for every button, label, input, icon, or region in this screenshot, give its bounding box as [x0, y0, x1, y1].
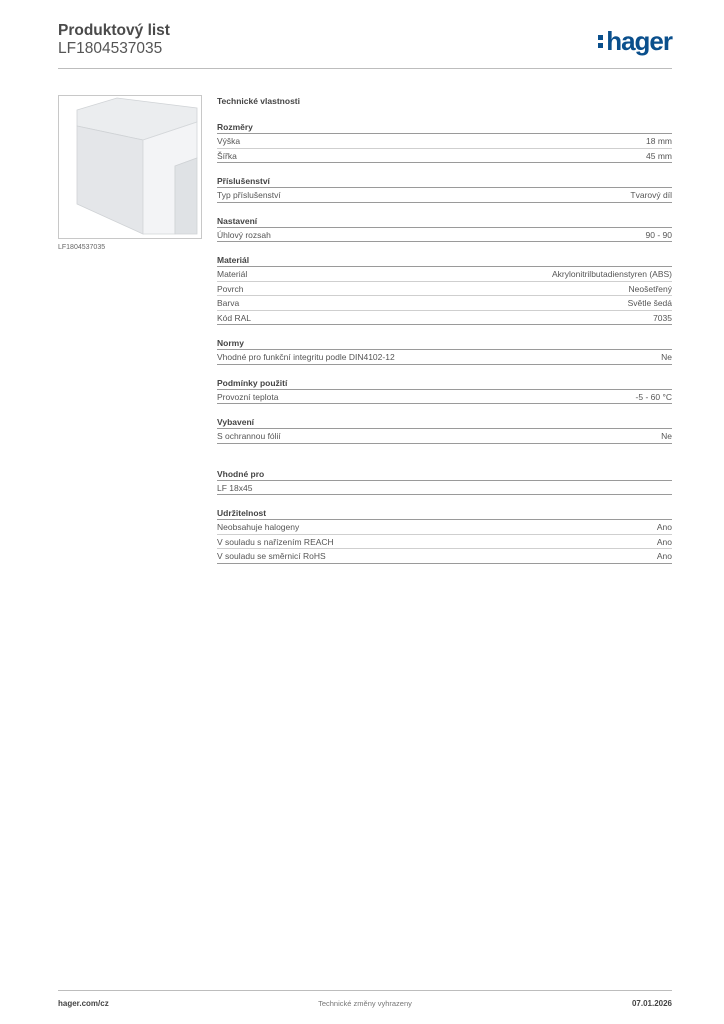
product-image — [58, 95, 202, 239]
spec-group-suitable-for — [217, 468, 672, 496]
spec-label: Typ příslušenství — [217, 190, 281, 200]
group-title: Vhodné pro — [217, 468, 672, 481]
corner-piece-icon — [59, 96, 201, 238]
spec-label: V souladu se směrnicí RoHS — [217, 551, 326, 561]
group-title: Materiál — [217, 254, 672, 267]
footer-note: Technické změny vyhrazeny — [318, 999, 412, 1008]
spec-label: Materiál — [217, 269, 248, 279]
spec-value: Světle šedá — [627, 298, 672, 308]
spec-value: Tvarový díl — [630, 190, 672, 200]
spec-row — [217, 228, 672, 243]
spec-value: 7035 — [653, 312, 672, 323]
spec-row — [217, 296, 672, 311]
group-title: Podmínky použití — [217, 377, 672, 390]
spec-group-dimensions — [217, 121, 672, 163]
spec-row — [217, 350, 672, 365]
spec-label: V souladu s nařízením REACH — [217, 536, 334, 547]
spec-value: 18 mm — [646, 136, 672, 146]
spec-group-conditions — [217, 377, 672, 405]
logo-text: hager — [606, 26, 672, 56]
spec-row — [217, 282, 672, 297]
logo-dots-icon — [598, 33, 603, 49]
spec-value: Ano — [656, 536, 672, 547]
spec-row — [217, 549, 672, 564]
spec-row — [217, 481, 672, 496]
spec-group-accessories — [217, 175, 672, 203]
spec-label: Barva — [217, 298, 240, 308]
spec-row — [217, 311, 672, 326]
spec-group-standards — [217, 337, 672, 365]
spec-label: Neobsahuje halogeny — [217, 522, 300, 532]
spec-group-settings — [217, 215, 672, 243]
technical-specs — [217, 95, 672, 564]
spec-label: Vhodné pro funkční integritu podle DIN4102-12 — [217, 352, 395, 362]
spec-label: Šířka — [217, 150, 237, 161]
spec-row — [217, 429, 672, 444]
specs-title: Technické vlastnosti — [217, 96, 300, 106]
spec-value: 45 mm — [646, 150, 672, 161]
spec-label: Kód RAL — [217, 312, 252, 323]
page-header — [58, 22, 672, 69]
image-caption: LF1804537035 — [58, 244, 106, 251]
spec-value: Neošetřený — [628, 283, 672, 294]
page-footer — [58, 990, 672, 1010]
spec-label: Provozní teplota — [217, 391, 279, 402]
spec-label: Povrch — [217, 283, 244, 294]
group-title: Rozměry — [217, 121, 672, 134]
spec-group-material — [217, 254, 672, 325]
spec-value: 90 - 90 — [645, 229, 672, 240]
spec-row — [217, 134, 672, 149]
spec-label: LF 18x45 — [217, 482, 253, 493]
document-title: Produktový list — [58, 22, 170, 39]
product-code: LF1804537035 — [58, 40, 163, 57]
spec-value: Ne — [661, 431, 672, 441]
spec-label: Úhlový rozsah — [217, 229, 271, 240]
spec-label: S ochrannou fólií — [217, 431, 281, 441]
spec-value: Ano — [656, 551, 672, 561]
spec-row — [217, 520, 672, 535]
spec-row — [217, 267, 672, 282]
group-title: Normy — [217, 337, 672, 350]
spec-value: -5 - 60 °C — [635, 391, 672, 402]
group-title: Nastavení — [217, 215, 672, 228]
spec-value: Akrylonitrilbutadienstyren (ABS) — [552, 269, 672, 279]
spec-group-sustainability — [217, 507, 672, 564]
group-title: Vybavení — [217, 416, 672, 429]
spec-row — [217, 535, 672, 550]
hager-logo — [598, 27, 672, 55]
spec-row — [217, 149, 672, 164]
spec-value: Ne — [661, 352, 672, 362]
group-title: Příslušenství — [217, 175, 672, 188]
spec-group-equipment — [217, 416, 672, 444]
footer-date: 07.01.2026 — [631, 999, 672, 1008]
spec-row — [217, 390, 672, 405]
group-title: Udržitelnost — [217, 507, 672, 520]
website-link[interactable]: hager.com/cz — [58, 999, 109, 1008]
spec-label: Výška — [217, 136, 241, 146]
spec-value: Ano — [656, 522, 672, 532]
spec-row — [217, 188, 672, 203]
